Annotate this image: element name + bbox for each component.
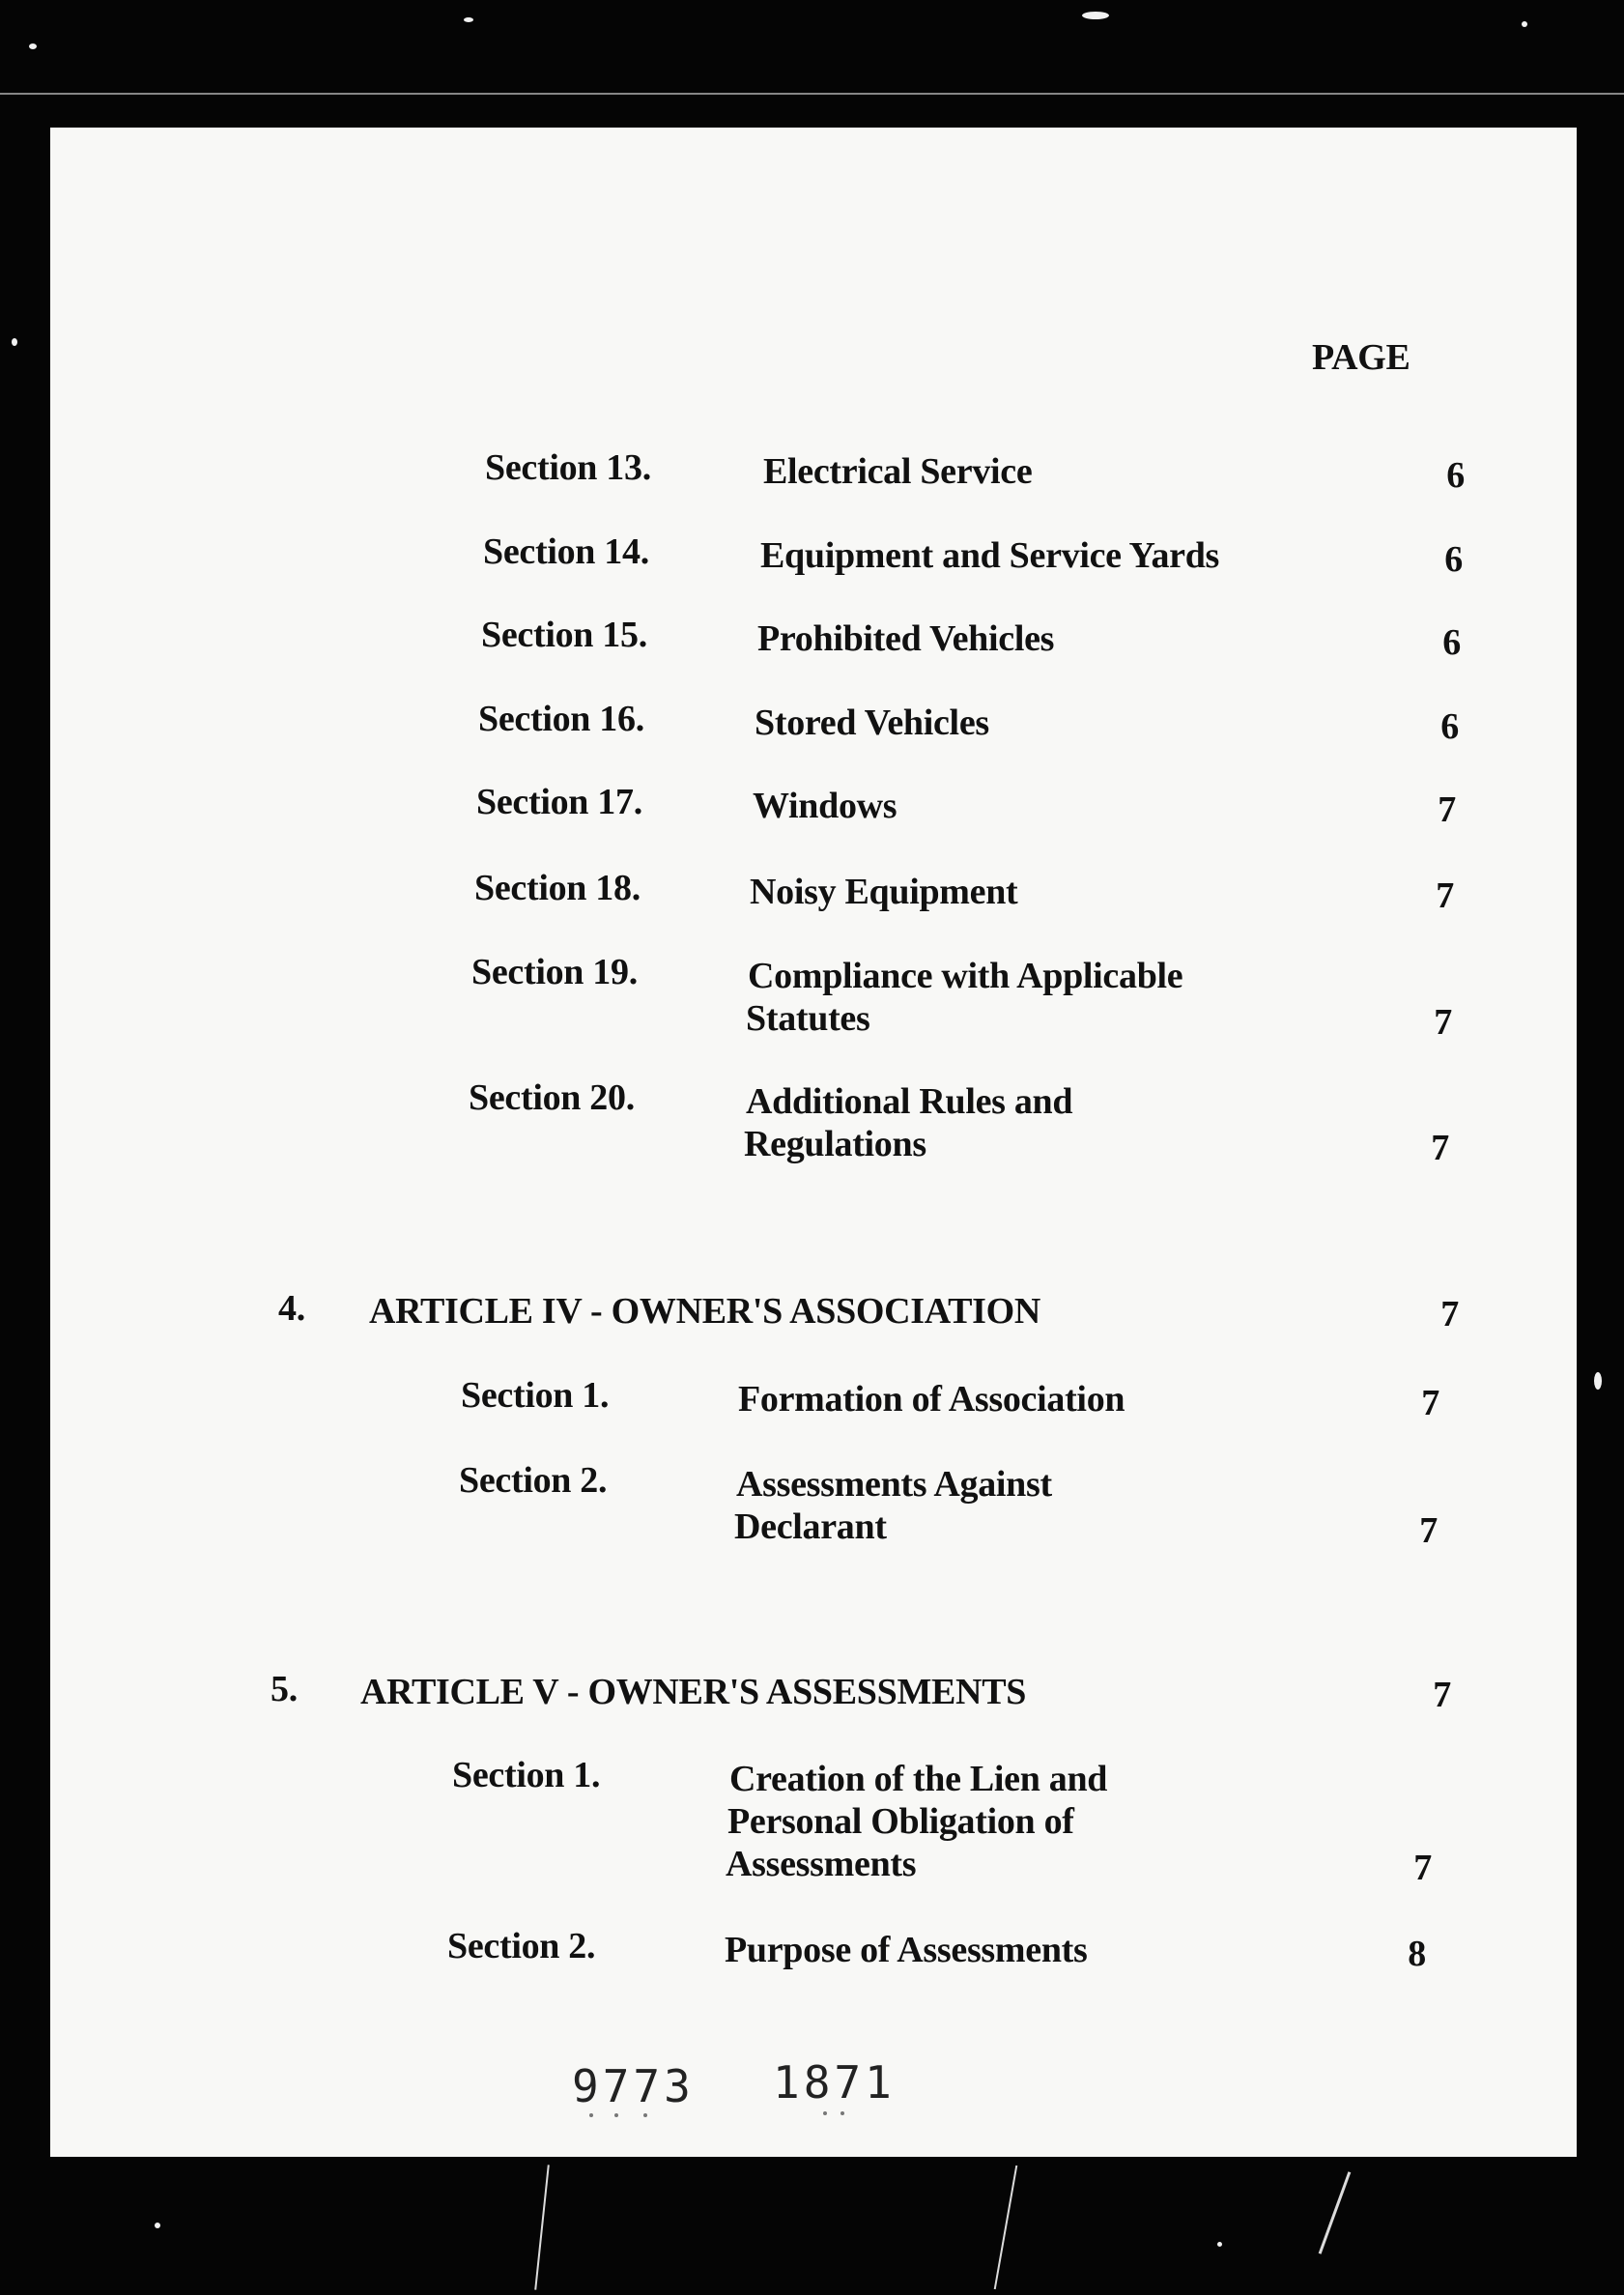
toc-page-number: 7 <box>1438 789 1456 830</box>
toc-section-title: Purpose of Assessments <box>725 1930 1088 1970</box>
document-stamp-number: 1871 <box>773 2056 896 2109</box>
toc-section-label: Section 14. <box>483 531 649 572</box>
stamp-dot <box>589 2113 593 2117</box>
scan-speck <box>1522 21 1527 27</box>
toc-section-title: Noisy Equipment <box>750 872 1018 912</box>
scan-scratch <box>534 2165 550 2289</box>
article-heading: ARTICLE V - OWNER'S ASSESSMENTS <box>360 1672 1027 1712</box>
toc-section-label: Section 20. <box>469 1077 635 1118</box>
toc-section-label: Section 2. <box>459 1460 608 1501</box>
document-page <box>50 128 1577 2157</box>
toc-section-title: Creation of the Lien and <box>729 1759 1108 1799</box>
toc-page-number: 6 <box>1440 706 1459 747</box>
toc-page-number: 7 <box>1421 1383 1439 1423</box>
toc-section-title: Stored Vehicles <box>755 703 989 743</box>
toc-page-number: 7 <box>1431 1128 1449 1168</box>
article-page-number: 7 <box>1433 1675 1451 1715</box>
toc-section-label: Section 16. <box>478 699 644 739</box>
article-number: 4. <box>278 1288 305 1329</box>
stamp-dot <box>614 2113 618 2117</box>
toc-section-title: Regulations <box>744 1124 926 1164</box>
stamp-dot <box>643 2113 647 2117</box>
toc-section-label: Section 1. <box>461 1375 610 1416</box>
toc-page-number: 6 <box>1446 455 1465 496</box>
scan-speck <box>12 338 17 346</box>
toc-page-number: 6 <box>1444 539 1463 580</box>
toc-section-label: Section 2. <box>447 1926 596 1966</box>
toc-section-title: Statutes <box>746 998 870 1039</box>
toc-section-title: Assessments <box>726 1844 917 1884</box>
toc-page-number: 7 <box>1436 875 1454 916</box>
toc-page-number: 6 <box>1442 622 1461 663</box>
scan-speck <box>1082 12 1109 19</box>
toc-section-label: Section 13. <box>485 447 651 488</box>
toc-section-label: Section 15. <box>481 615 647 655</box>
stamp-dot <box>823 2111 827 2115</box>
toc-section-title: Additional Rules and <box>746 1081 1073 1122</box>
toc-section-label: Section 19. <box>471 952 638 992</box>
toc-section-title: Equipment and Service Yards <box>760 535 1220 576</box>
article-number: 5. <box>271 1669 298 1709</box>
scan-scratch <box>1319 2171 1352 2254</box>
article-heading: ARTICLE IV - OWNER'S ASSOCIATION <box>369 1291 1041 1332</box>
toc-page-number: 7 <box>1434 1002 1452 1043</box>
toc-section-title: Prohibited Vehicles <box>757 618 1055 659</box>
scan-scratch <box>994 2166 1018 2289</box>
document-stamp-number: 9773 <box>572 2060 695 2112</box>
stamp-dot <box>840 2111 844 2115</box>
toc-section-title: Assessments Against <box>736 1464 1052 1505</box>
toc-section-label: Section 18. <box>474 868 641 908</box>
article-page-number: 7 <box>1440 1294 1459 1334</box>
scan-speck <box>1217 2242 1222 2247</box>
toc-page-number: 7 <box>1413 1848 1432 1888</box>
toc-section-label: Section 1. <box>452 1755 601 1795</box>
toc-section-title: Electrical Service <box>763 451 1033 492</box>
scan-speck <box>1594 1372 1602 1390</box>
toc-section-title: Declarant <box>734 1506 887 1547</box>
toc-section-title: Personal Obligation of <box>727 1801 1074 1842</box>
scan-scratch <box>0 93 1624 95</box>
toc-page-number: 8 <box>1408 1934 1426 1974</box>
toc-section-label: Section 17. <box>476 782 642 822</box>
toc-page-number: 7 <box>1419 1510 1438 1551</box>
page-column-header: PAGE <box>1312 337 1410 378</box>
scan-speck <box>464 17 473 22</box>
toc-section-title: Windows <box>753 786 897 826</box>
scan-speck <box>29 43 37 49</box>
scan-speck <box>155 2223 160 2228</box>
toc-section-title: Formation of Association <box>738 1379 1125 1420</box>
toc-section-title: Compliance with Applicable <box>748 956 1183 996</box>
